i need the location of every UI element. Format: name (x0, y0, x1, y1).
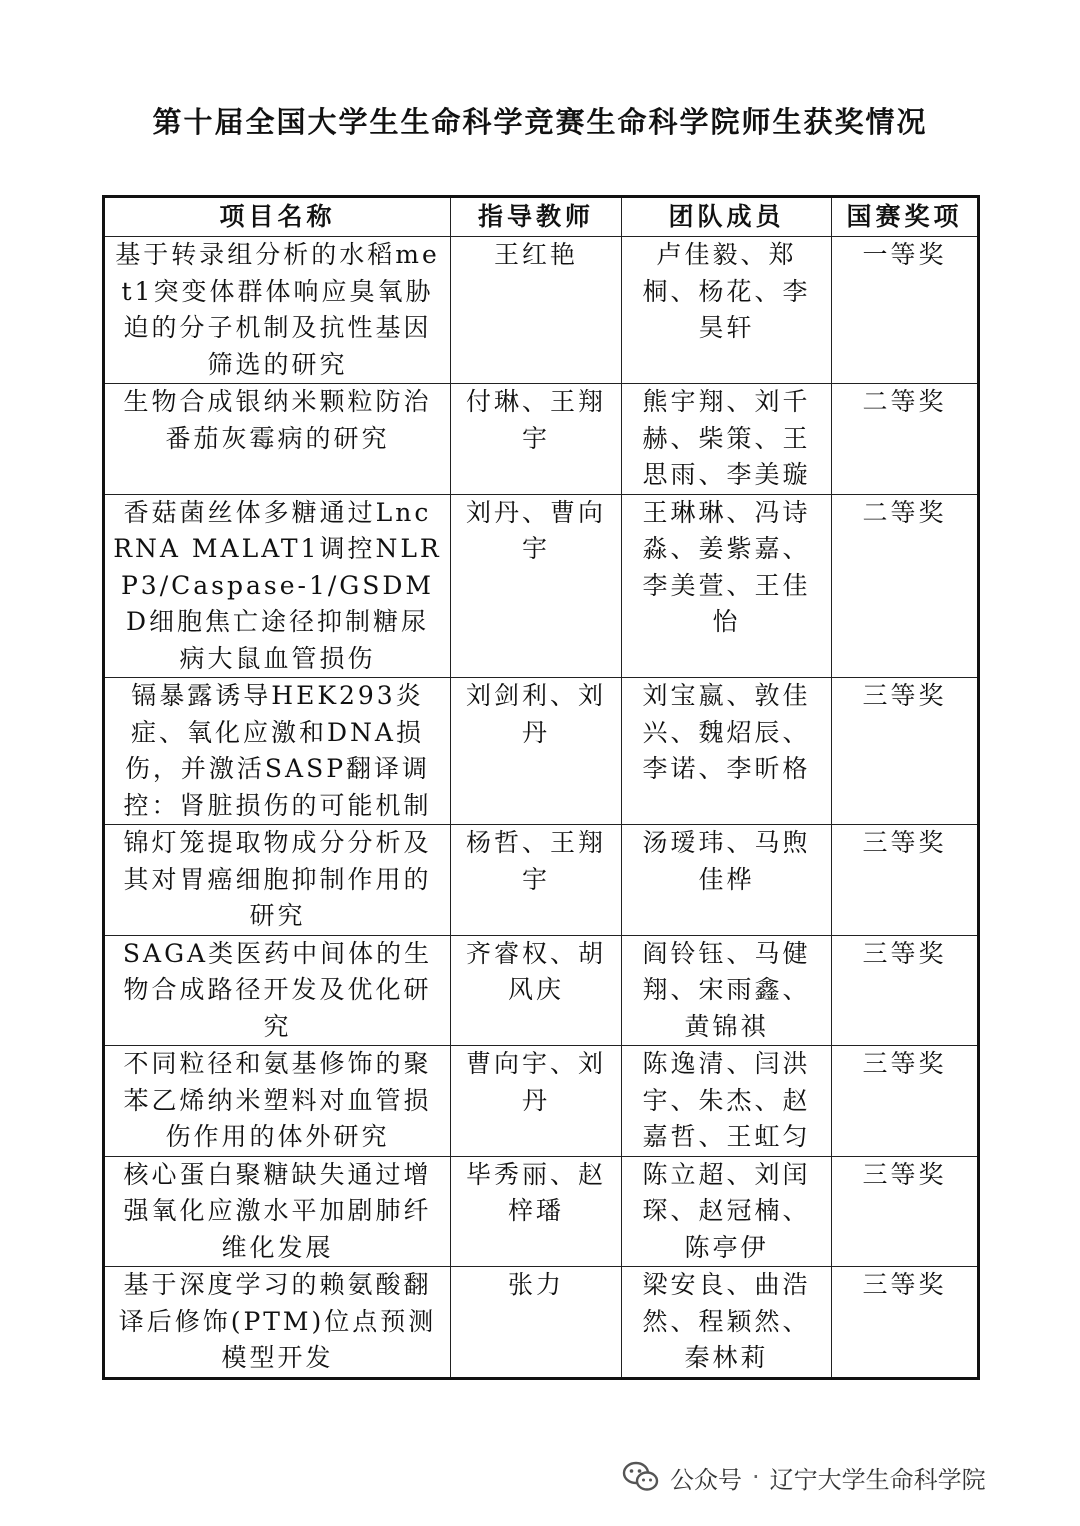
cell-team-members: 熊宇翔、刘千赫、柴策、王思雨、李美璇 (622, 384, 832, 495)
header-award: 国赛奖项 (832, 197, 979, 237)
cell-award: 三等奖 (832, 1267, 979, 1379)
cell-award: 二等奖 (832, 494, 979, 678)
cell-award: 一等奖 (832, 237, 979, 384)
table-row (104, 237, 979, 384)
table-row (104, 825, 979, 936)
cell-project-name: 锦灯笼提取物成分分析及其对胃癌细胞抑制作用的研究 (104, 825, 451, 936)
cell-team-members: 陈立超、刘闰琛、赵冠楠、陈亭伊 (622, 1156, 832, 1267)
cell-team-members: 刘宝嬴、敦佳兴、魏炤辰、李诺、李昕格 (622, 678, 832, 825)
cell-project-name: 基于深度学习的赖氨酸翻译后修饰(PTM)位点预测模型开发 (104, 1267, 451, 1379)
cell-award: 三等奖 (832, 825, 979, 936)
cell-team-members: 王琳琳、冯诗淼、姜紫嘉、李美萱、王佳怡 (622, 494, 832, 678)
table-row (104, 678, 979, 825)
account-name: 辽宁大学生命科学院 (769, 1465, 986, 1494)
table-row (104, 384, 979, 495)
cell-project-name: 香菇菌丝体多糖通过LncRNA MALAT1调控NLRP3/Caspase-1/GSDMD细胞焦亡途径抑制糖尿病大鼠血管损伤 (104, 494, 451, 678)
cell-advisor: 刘剑利、刘丹 (451, 678, 622, 825)
header-team-members: 团队成员 (622, 197, 832, 237)
cell-advisor: 王红艳 (451, 237, 622, 384)
cell-team-members: 陈逸清、闫洪宇、朱杰、赵嘉哲、王虹匀 (622, 1046, 832, 1157)
cell-project-name: 生物合成银纳米颗粒防治番茄灰霉病的研究 (104, 384, 451, 495)
cell-advisor: 刘丹、曹向宇 (451, 494, 622, 678)
table-row (104, 1156, 979, 1267)
cell-advisor: 张力 (451, 1267, 622, 1379)
cell-team-members: 梁安良、曲浩然、程颖然、秦林莉 (622, 1267, 832, 1379)
header-project-name: 项目名称 (104, 197, 451, 237)
table-row (104, 935, 979, 1046)
awards-table (102, 195, 980, 1380)
cell-award: 三等奖 (832, 678, 979, 825)
cell-advisor: 付琳、王翔宇 (451, 384, 622, 495)
cell-advisor: 曹向宇、刘丹 (451, 1046, 622, 1157)
page-title: 第十届全国大学生生命科学竞赛生命科学院师生获奖情况 (152, 105, 928, 139)
cell-award: 二等奖 (832, 384, 979, 495)
cell-project-name: 镉暴露诱导HEK293炎症、氧化应激和DNA损伤，并激活SASP翻译调控：肾脏损伤的可能机制 (104, 678, 451, 825)
cell-project-name: SAGA类医药中间体的生物合成路径开发及优化研究 (104, 935, 451, 1046)
header-advisor: 指导教师 (451, 197, 622, 237)
table-row (104, 1267, 979, 1379)
cell-award: 三等奖 (832, 1156, 979, 1267)
cell-advisor: 齐睿权、胡风庆 (451, 935, 622, 1046)
table-header-row (104, 197, 979, 237)
cell-team-members: 汤瑷玮、马煦佳桦 (622, 825, 832, 936)
cell-award: 三等奖 (832, 935, 979, 1046)
cell-advisor: 杨哲、王翔宇 (451, 825, 622, 936)
separator-dot: · (752, 1463, 760, 1491)
wechat-watermark (622, 1457, 986, 1497)
platform-label: 公众号 (670, 1465, 742, 1494)
cell-project-name: 基于转录组分析的水稻met1突变体群体响应臭氧胁迫的分子机制及抗性基因筛选的研究 (104, 237, 451, 384)
wechat-icon (622, 1461, 660, 1493)
cell-advisor: 毕秀丽、赵梓璠 (451, 1156, 622, 1267)
cell-project-name: 不同粒径和氨基修饰的聚苯乙烯纳米塑料对血管损伤作用的体外研究 (104, 1046, 451, 1157)
table-row (104, 494, 979, 678)
cell-award: 三等奖 (832, 1046, 979, 1157)
cell-team-members: 阎铃钰、马健翔、宋雨鑫、黄锦祺 (622, 935, 832, 1046)
cell-project-name: 核心蛋白聚糖缺失通过增强氧化应激水平加剧肺纤维化发展 (104, 1156, 451, 1267)
cell-team-members: 卢佳毅、郑桐、杨花、李昊轩 (622, 237, 832, 384)
table-row (104, 1046, 979, 1157)
